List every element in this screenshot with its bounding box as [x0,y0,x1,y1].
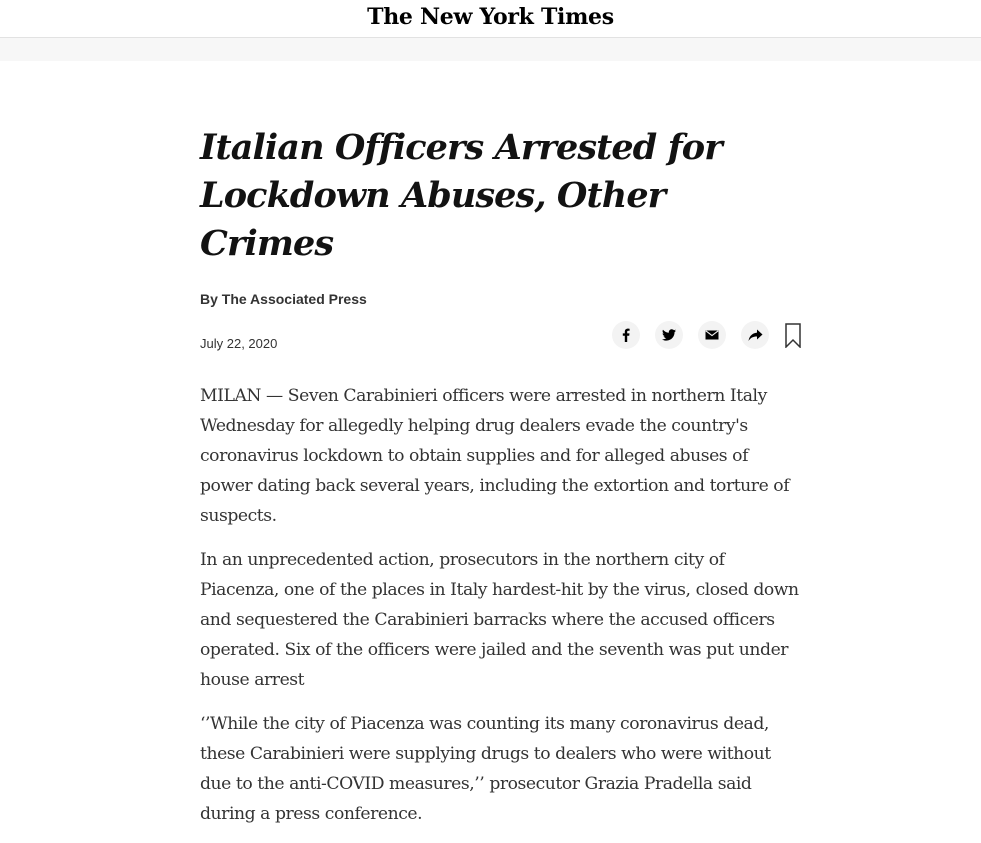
share-tools [597,321,803,349]
article-paragraph: In an unprecedented action, prosecutors in the northern city of Piacenza, one of the places in Italy hardest-hit by the virus, closed down and sequestered the Carabinieri barracks where the accused officers operated. Six of the officers were jailed and the seventh was put under house arrest [200,550,799,690]
masthead [0,0,981,38]
twitter-share-button[interactable] [655,321,683,349]
headline: Italian Officers Arrested for Lockdown Abuses, Other Crimes [200,127,722,264]
article [200,124,800,843]
more-share-button[interactable] [741,321,769,349]
article-paragraph: MILAN — Seven Carabinieri officers were arrested in northern Italy Wednesday for allegedly helping drug dealers evade the country's coronavirus lockdown to obtain supplies and for alleged abuses of power dating back several years, including the extortion and torture of suspects. [200,386,790,526]
email-share-button[interactable] [698,321,726,349]
nyt-logo[interactable]: The New York Times [367,3,614,30]
save-article-button[interactable] [783,321,803,349]
meta-row [200,321,800,357]
publish-date: July 22, 2020 [200,336,278,351]
article-paragraph: ‘’While the city of Piacenza was counting its many coronavirus dead, these Carabinieri were supplying drugs to dealers who were without due to the anti-COVID measures,’’ prosecutor Grazia Pradella said during a press conference. [200,714,771,824]
ad-band [0,38,981,61]
byline: By The Associated Press [200,291,367,307]
twitter-icon [662,329,676,341]
share-icon [748,329,763,342]
email-icon [705,330,719,340]
facebook-icon [619,328,633,342]
article-body [200,381,800,829]
facebook-share-button[interactable] [612,321,640,349]
bookmark-icon [785,323,801,348]
